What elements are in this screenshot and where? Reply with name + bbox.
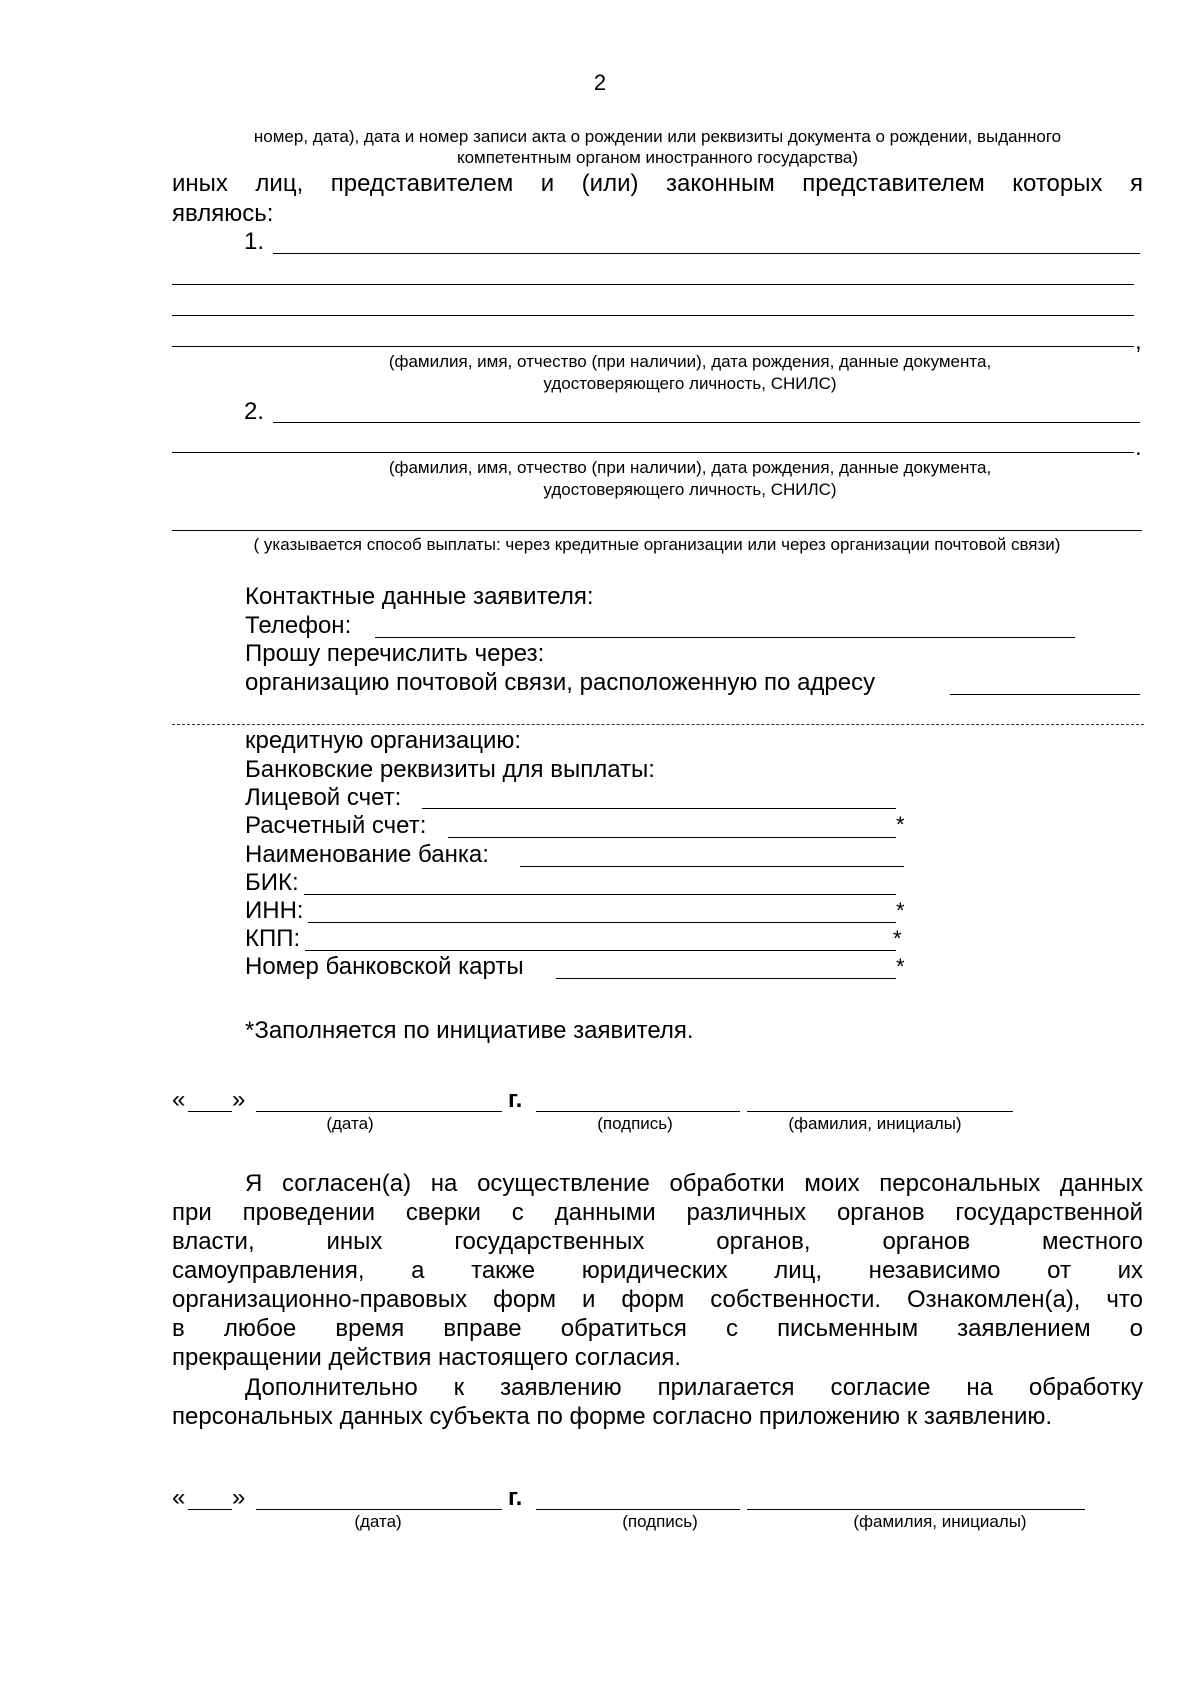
header-caption-line2: компетентным органом иностранного государства)	[456, 148, 859, 167]
person-1-field-line-2[interactable]	[172, 284, 1134, 285]
person-2-caption-line2: удостоверяющего личность, СНИЛС)	[543, 480, 837, 499]
consent-line-4: самоуправления, а также юридических лиц, независимо от их	[172, 1257, 1143, 1284]
person-1-end-mark: ,	[1135, 328, 1142, 355]
post-address-field[interactable]	[950, 694, 1140, 695]
payment-method-field[interactable]	[172, 530, 1142, 531]
consent-line-6: в любое время вправе обратиться с письменным заявлением о	[172, 1315, 1143, 1342]
person-1-number: 1.	[244, 228, 265, 255]
signature-2-name-caption: (фамилия, инициалы)	[853, 1512, 1027, 1531]
consent-line-2: при проведении сверки с данными различных органов государственной	[172, 1199, 1143, 1226]
attachment-line-2: персональных данных субъекта по форме согласно приложению к заявлению.	[172, 1403, 1053, 1430]
consent-line-7: прекращении действия настоящего согласия.	[172, 1344, 682, 1371]
signature-2-quote-close: »	[232, 1484, 246, 1511]
person-2-end-mark: .	[1135, 434, 1142, 461]
card-number-asterisk: *	[896, 954, 905, 979]
signature-1-sign-field[interactable]	[536, 1111, 740, 1112]
personal-account-field[interactable]	[422, 808, 896, 809]
signature-1-date-field[interactable]	[256, 1111, 502, 1112]
signature-1-day-field[interactable]	[188, 1111, 232, 1112]
signature-2-day-field[interactable]	[188, 1509, 232, 1510]
signature-1-sign-caption: (подпись)	[597, 1114, 673, 1133]
bank-name-label: Наименование банка:	[245, 841, 489, 868]
inn-field[interactable]	[308, 922, 896, 923]
attachment-line-1: Дополнительно к заявлению прилагается согласие на обработку	[245, 1374, 1143, 1401]
intro-line1: иных лиц, представителем и (или) законным представителем которых я	[172, 170, 1143, 197]
kpp-label: КПП:	[245, 925, 301, 952]
contacts-heading: Контактные данные заявителя:	[245, 583, 594, 610]
kpp-field[interactable]	[305, 950, 896, 951]
signature-1-date-caption: (дата)	[326, 1114, 374, 1133]
phone-field[interactable]	[375, 637, 1075, 638]
person-2-field-line-1[interactable]	[273, 422, 1140, 423]
person-2-field-line-2[interactable]	[172, 452, 1134, 453]
page-number: 2	[593, 70, 607, 95]
bank-heading: Банковские реквизиты для выплаты:	[245, 756, 655, 783]
signature-1-quote-close: »	[232, 1086, 246, 1113]
settlement-account-label: Расчетный счет:	[245, 812, 427, 839]
settlement-account-field[interactable]	[448, 837, 896, 838]
consent-line-1: Я согласен(а) на осуществление обработки моих персональных данных	[245, 1170, 1143, 1197]
person-2-number: 2.	[244, 398, 265, 425]
signature-1-name-caption: (фамилия, инициалы)	[788, 1114, 962, 1133]
payment-method-caption: ( указывается способ выплаты: через кредитные организации или через организации почтовой связи)	[253, 535, 1061, 554]
settlement-account-asterisk: *	[896, 812, 905, 837]
post-label: организацию почтовой связи, расположенную по адресу	[245, 669, 876, 696]
consent-line-5: организационно-правовых форм и форм собственности. Ознакомлен(а), что	[172, 1286, 1143, 1313]
signature-2-sign-caption: (подпись)	[622, 1512, 698, 1531]
card-number-label: Номер банковской карты	[245, 953, 524, 980]
signature-2-name-field[interactable]	[747, 1509, 1085, 1510]
person-1-field-line-3[interactable]	[172, 315, 1134, 316]
header-caption-line1: номер, дата), дата и номер записи акта о рождении или реквизиты документа о рождении, выданного	[253, 127, 1062, 146]
person-2-caption-line1: (фамилия, имя, отчество (при наличии), дата рождения, данные документа,	[388, 458, 992, 477]
signature-2-quote-open: «	[172, 1484, 186, 1511]
personal-account-label: Лицевой счет:	[245, 784, 402, 811]
credit-label: кредитную организацию:	[245, 727, 522, 754]
phone-label: Телефон:	[245, 612, 352, 639]
inn-asterisk: *	[896, 898, 905, 923]
signature-1-quote-open: «	[172, 1086, 186, 1113]
bik-field[interactable]	[304, 894, 896, 895]
intro-line2: являюсь:	[172, 200, 274, 227]
signature-2-date-field[interactable]	[256, 1509, 502, 1510]
signature-2-date-caption: (дата)	[354, 1512, 402, 1531]
person-1-field-line-1[interactable]	[273, 253, 1140, 254]
consent-line-3: власти, иных государственных органов, органов местного	[172, 1228, 1143, 1255]
signature-1-name-field[interactable]	[747, 1111, 1013, 1112]
card-number-field[interactable]	[556, 978, 896, 979]
bik-label: БИК:	[245, 869, 299, 896]
transfer-label: Прошу перечислить через:	[245, 640, 545, 667]
signature-2-sign-field[interactable]	[536, 1509, 740, 1510]
post-address-field-continuation[interactable]	[172, 724, 1144, 725]
footnote: *Заполняется по инициативе заявителя.	[245, 1017, 694, 1044]
inn-label: ИНН:	[245, 897, 304, 924]
bank-name-field[interactable]	[520, 866, 904, 867]
signature-1-year-mark: г.	[508, 1086, 523, 1113]
person-1-caption-line1: (фамилия, имя, отчество (при наличии), дата рождения, данные документа,	[388, 352, 992, 371]
person-1-caption-line2: удостоверяющего личность, СНИЛС)	[543, 374, 837, 393]
person-1-field-line-4[interactable]	[172, 346, 1134, 347]
signature-2-year-mark: г.	[508, 1484, 523, 1511]
kpp-asterisk: *	[893, 926, 902, 951]
